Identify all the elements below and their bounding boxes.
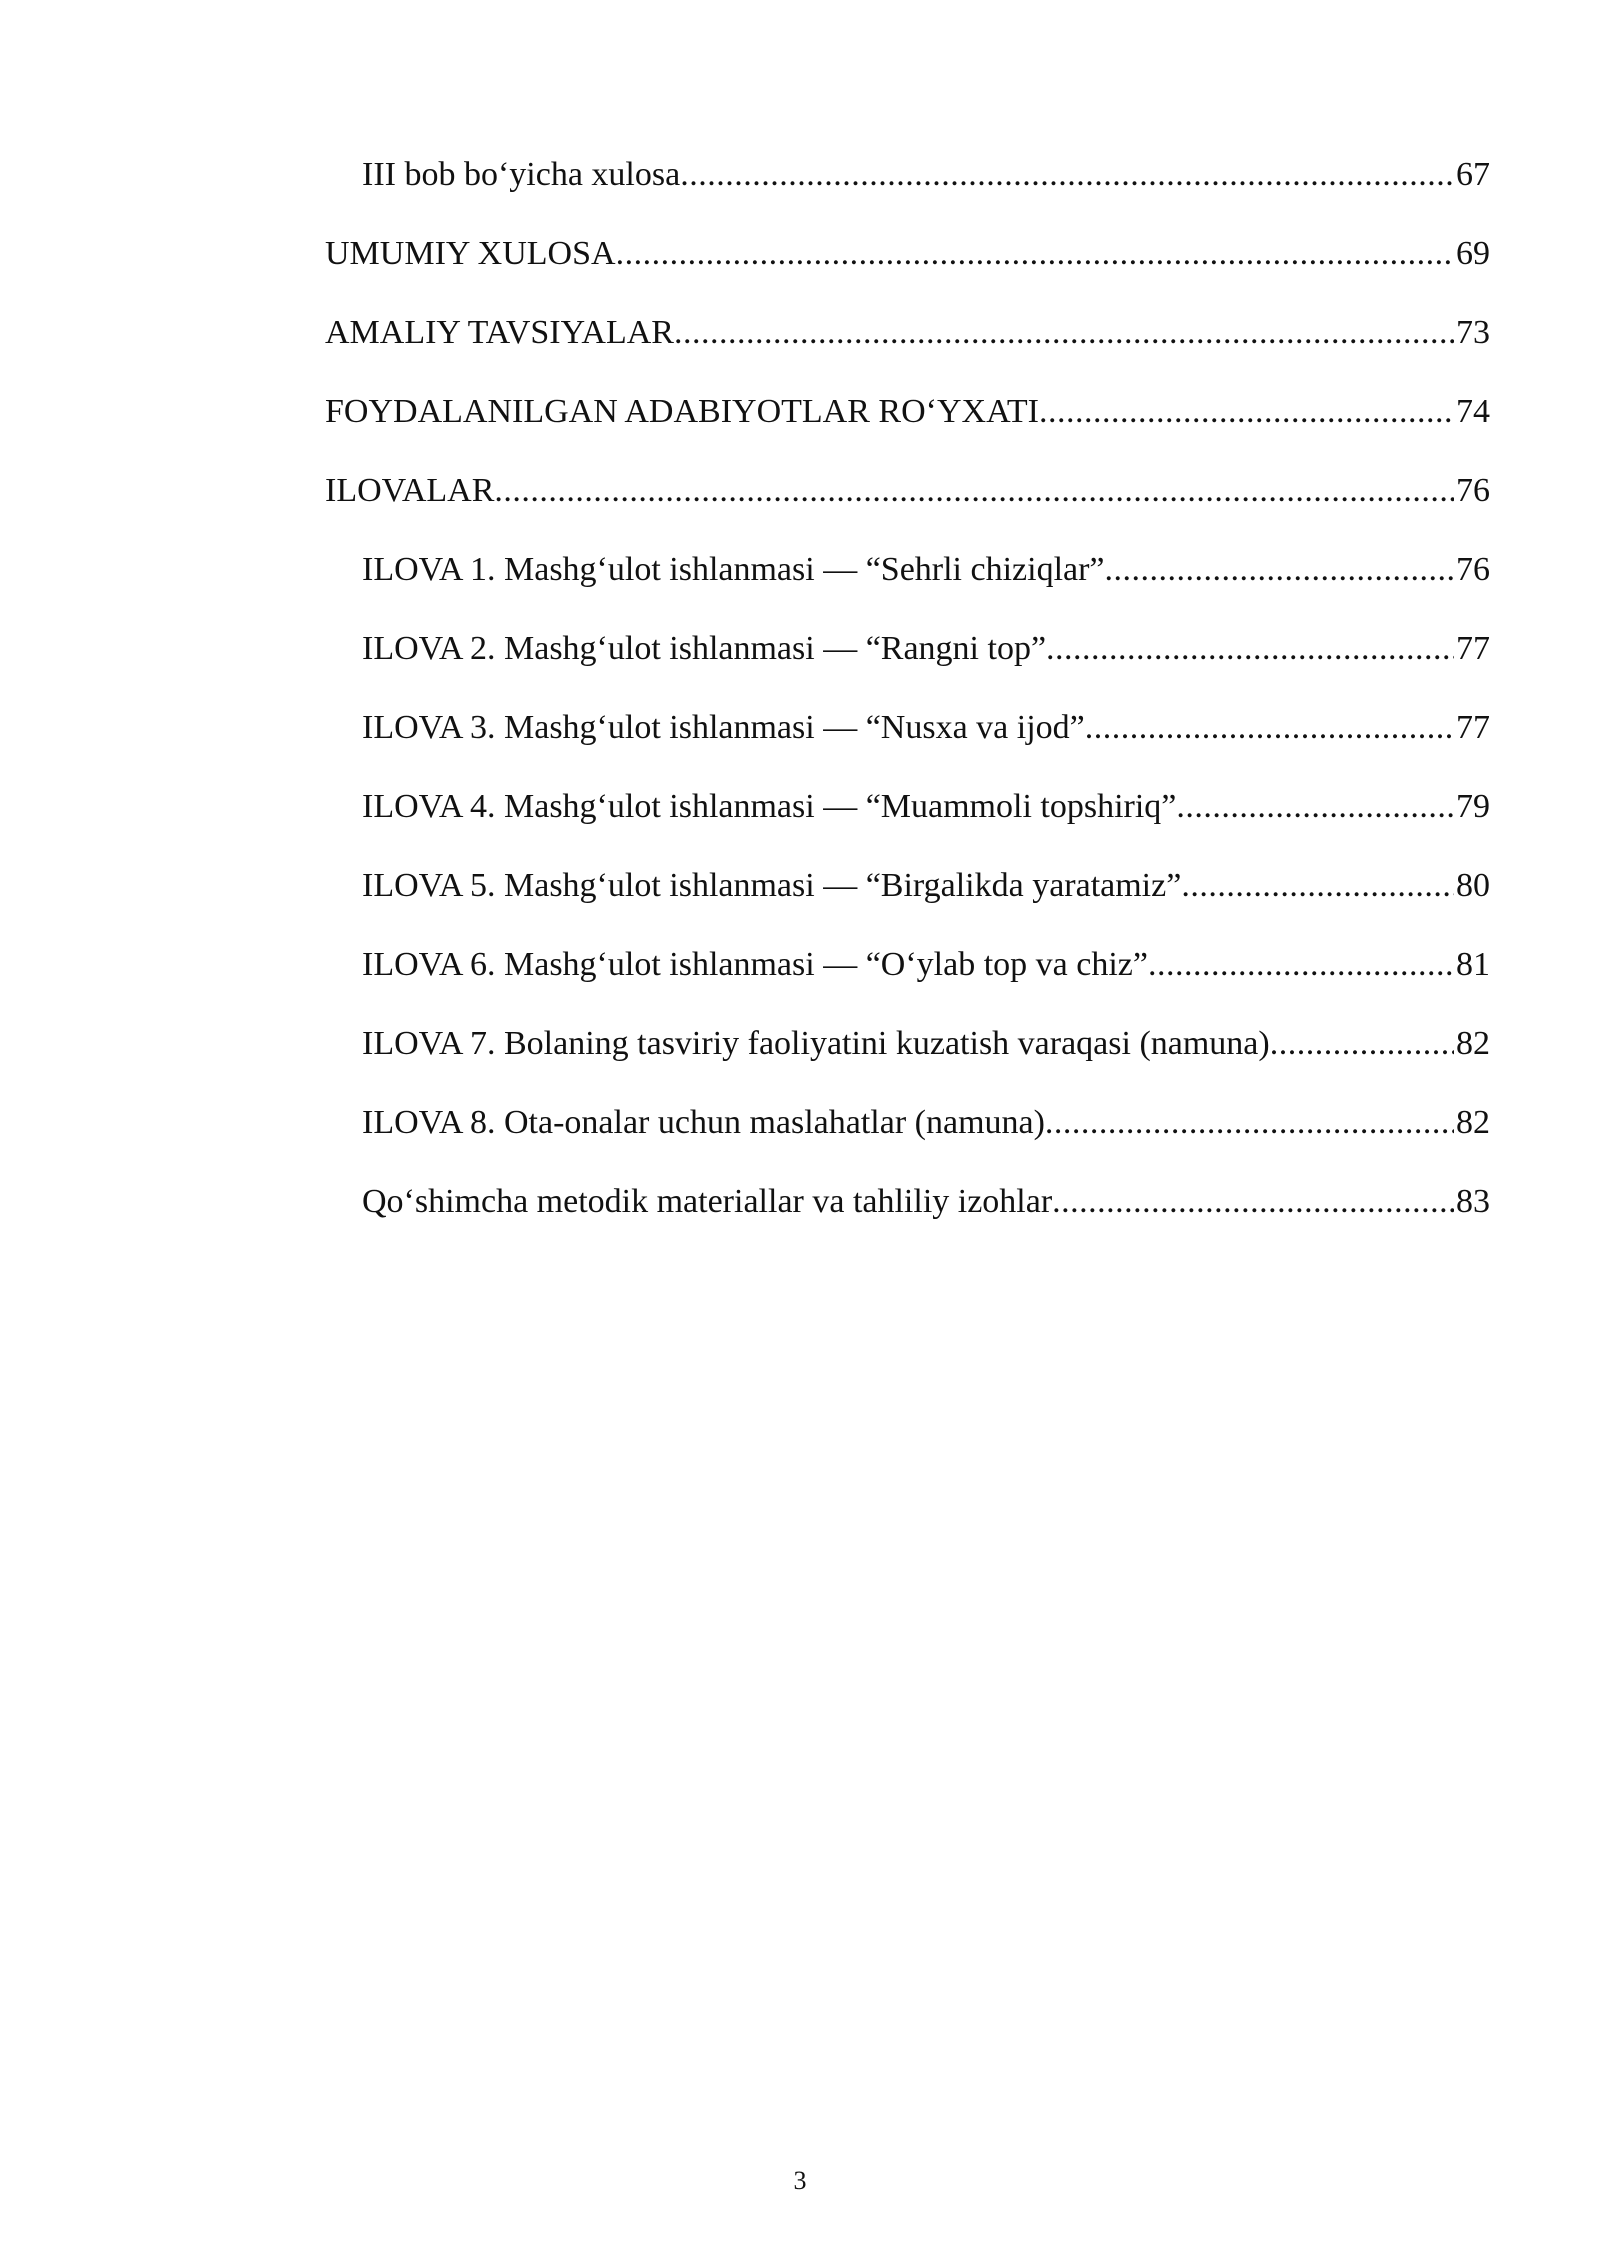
toc-entry-adabiyotlar (325, 387, 1490, 466)
toc-entry-title: ILOVA 4. Mashg‘ulot ishlanmasi — “Muammoli topshiriq” (362, 788, 1177, 825)
toc-entry-page: 83 (1456, 1183, 1490, 1220)
toc-entry-umumiy-xulosa (325, 229, 1490, 308)
table-of-contents (325, 150, 1490, 1256)
toc-entry-iii-bob-xulosa (325, 150, 1490, 229)
toc-entry-ilova-3 (325, 703, 1490, 782)
toc-entry-page: 82 (1456, 1104, 1490, 1141)
toc-entry-page: 77 (1456, 709, 1490, 746)
toc-dot-leader (1052, 1177, 1454, 1227)
toc-entry-ilova-1 (325, 545, 1490, 624)
toc-entry-page: 82 (1456, 1025, 1490, 1062)
toc-dot-leader (1176, 782, 1454, 832)
toc-entry-page: 80 (1456, 867, 1490, 904)
toc-entry-page: 69 (1456, 235, 1490, 272)
toc-entry-title: III bob bo‘yicha xulosa (362, 156, 681, 193)
toc-dot-leader (1148, 940, 1454, 990)
toc-entry-page: 73 (1456, 314, 1490, 351)
toc-entry-title: ILOVA 3. Mashg‘ulot ishlanmasi — “Nusxa va ijod” (362, 709, 1085, 746)
toc-entry-page: 74 (1456, 393, 1490, 430)
toc-dot-leader (616, 229, 1454, 279)
toc-entry-title: ILOVA 1. Mashg‘ulot ishlanmasi — “Sehrli chiziqlar” (362, 551, 1105, 588)
toc-dot-leader (494, 466, 1454, 516)
toc-entry-amaliy-tavsiyalar (325, 308, 1490, 387)
toc-dot-leader (1046, 624, 1454, 674)
toc-entry-title: ILOVA 7. Bolaning tasviriy faoliyatini kuzatish varaqasi (namuna) (362, 1025, 1270, 1062)
toc-entry-ilova-4 (325, 782, 1490, 861)
toc-entry-title: ILOVA 6. Mashg‘ulot ishlanmasi — “O‘ylab top va chiz” (362, 946, 1148, 983)
toc-entry-metodik-materiallar (325, 1177, 1490, 1256)
toc-entry-page: 79 (1456, 788, 1490, 825)
toc-entry-title: ILOVA 5. Mashg‘ulot ishlanmasi — “Birgalikda yaratamiz” (362, 867, 1182, 904)
toc-entry-page: 67 (1456, 156, 1490, 193)
toc-dot-leader (1085, 703, 1454, 753)
toc-entry-title: AMALIY TAVSIYALAR (325, 314, 674, 351)
toc-entry-title: ILOVA 8. Ota-onalar uchun maslahatlar (namuna) (362, 1104, 1045, 1141)
toc-entry-ilova-5 (325, 861, 1490, 940)
toc-dot-leader (1039, 387, 1454, 437)
toc-dot-leader (1270, 1019, 1454, 1069)
toc-entry-ilovalar (325, 466, 1490, 545)
toc-entry-ilova-6 (325, 940, 1490, 1019)
toc-entry-page: 81 (1456, 946, 1490, 983)
toc-entry-title: Qo‘shimcha metodik materiallar va tahliliy izohlar (362, 1183, 1053, 1220)
toc-dot-leader (1105, 545, 1454, 595)
toc-entry-ilova-2 (325, 624, 1490, 703)
toc-entry-title: ILOVALAR (325, 472, 495, 509)
toc-dot-leader (1181, 861, 1454, 911)
toc-entry-title: UMUMIY XULOSA (325, 235, 616, 272)
toc-entry-title: FOYDALANILGAN ADABIYOTLAR RO‘YXATI (325, 393, 1039, 430)
toc-entry-ilova-7 (325, 1019, 1490, 1098)
toc-entry-title: ILOVA 2. Mashg‘ulot ishlanmasi — “Rangni top” (362, 630, 1047, 667)
toc-dot-leader (1045, 1098, 1454, 1148)
toc-dot-leader (680, 150, 1454, 200)
page-number: 3 (793, 2166, 807, 2195)
toc-entry-page: 76 (1456, 472, 1490, 509)
toc-entry-page: 77 (1456, 630, 1490, 667)
toc-entry-ilova-8 (325, 1098, 1490, 1177)
toc-dot-leader (674, 308, 1454, 358)
toc-entry-page: 76 (1456, 551, 1490, 588)
